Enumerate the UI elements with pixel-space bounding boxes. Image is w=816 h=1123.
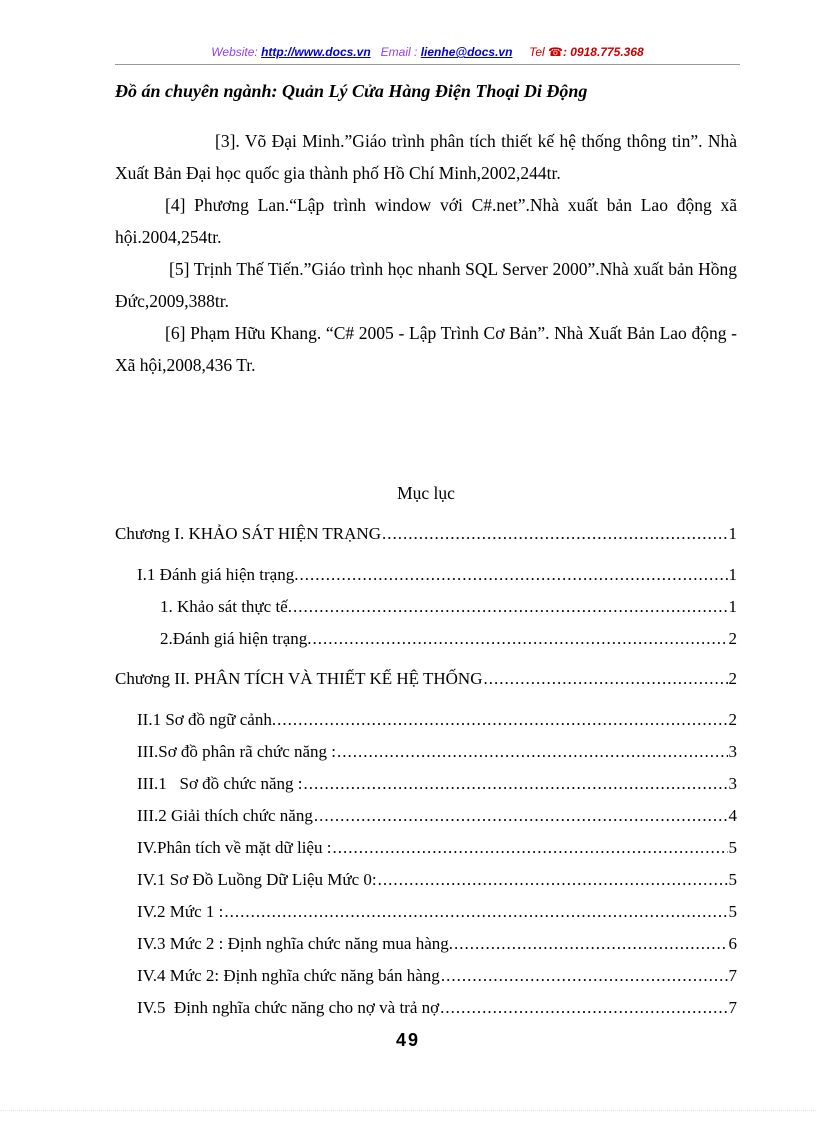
toc-entry-page: 2 — [728, 669, 737, 688]
website-separator: : — [254, 45, 262, 59]
toc-entry[interactable] — [137, 565, 737, 585]
page-number: 49 — [395, 1030, 421, 1050]
toc-leader — [224, 902, 727, 922]
toc-leader — [337, 742, 727, 762]
reference-item: [4] Phương Lan.“Lập trình window với C#.net”.Nhà xuất bản Lao động xã hội.2004,254tr. — [115, 195, 737, 247]
toc-entry-text: 1. Khảo sát thực tế. — [160, 597, 292, 616]
website-label: Website — [211, 45, 255, 59]
toc-entry[interactable] — [137, 710, 737, 730]
toc-entry-text: IV.Phân tích về mặt dữ liệu : — [137, 838, 332, 857]
toc-entry-page: 2 — [728, 629, 737, 648]
toc-entry-page: 5 — [728, 870, 737, 889]
toc-entry-text: 2.Đánh giá hiện trạng. — [160, 629, 312, 648]
toc-entry-page: 7 — [728, 998, 737, 1017]
toc-entry-text: IV.3 Mức 2 : Định nghĩa chức năng mua hàng. — [137, 934, 454, 953]
toc-entry-page: 2 — [728, 710, 737, 729]
toc-entry-page: 6 — [728, 934, 737, 953]
email-label: Email : — [380, 45, 421, 59]
toc-entry-text: II.1 Sơ đồ ngữ cảnh. — [137, 710, 277, 729]
tel-number: : 0918.775.368 — [562, 45, 644, 59]
toc-entry[interactable] — [160, 597, 737, 617]
toc-leader — [304, 774, 728, 794]
toc-entry-page: 7 — [728, 966, 737, 985]
phone-icon: ☎ — [548, 45, 563, 59]
toc-entry-text: III.Sơ đồ phân rã chức năng : — [137, 742, 337, 761]
page-header — [115, 45, 740, 59]
tel-label: Tel — [529, 45, 548, 59]
toc-entry[interactable] — [160, 629, 737, 649]
toc-entry-page: 1 — [728, 565, 737, 584]
header-divider — [115, 64, 740, 65]
toc-entry-page: 3 — [728, 774, 737, 793]
toc-entry[interactable] — [137, 838, 737, 858]
toc-entry-text: IV.4 Mức 2: Định nghĩa chức năng bán hàng — [137, 966, 440, 985]
toc-entry-text: III.2 Giải thích chức năng — [137, 806, 313, 825]
toc-entry-text: Chương II. PHÂN TÍCH VÀ THIẾT KẾ HỆ THỐNG — [115, 669, 483, 688]
toc-leader — [441, 966, 728, 986]
toc-leader — [293, 597, 728, 617]
toc-entry-text: Chương I. KHẢO SÁT HIỆN TRẠNG — [115, 524, 381, 543]
document-title: Đồ án chuyên ngành: Quản Lý Cửa Hàng Điện Thoại Di Động — [115, 81, 588, 101]
toc-leader — [313, 629, 728, 649]
toc-entry[interactable] — [115, 524, 737, 544]
toc-entry[interactable] — [137, 774, 737, 794]
toc-entry-text: IV.5 Định nghĩa chức năng cho nợ và trả nợ — [137, 998, 440, 1017]
toc-title: Mục lục — [397, 483, 455, 503]
toc-entry[interactable] — [137, 902, 737, 922]
toc-entry[interactable] — [137, 966, 737, 986]
toc-entry-text: IV.2 Mức 1 : — [137, 902, 224, 921]
toc-leader — [483, 669, 727, 689]
toc-leader — [378, 870, 728, 890]
toc-leader — [454, 934, 727, 954]
toc-leader — [277, 710, 727, 730]
footer-divider — [0, 1110, 816, 1111]
toc-entry[interactable] — [115, 669, 737, 689]
toc-entry-page: 5 — [728, 838, 737, 857]
toc-entry-page: 1 — [728, 524, 737, 543]
website-link[interactable]: http://www.docs.vn — [261, 45, 371, 59]
toc-entry-page: 5 — [728, 902, 737, 921]
toc-leader — [299, 565, 727, 585]
toc-leader — [314, 806, 728, 826]
reference-item: [5] Trịnh Thế Tiến.”Giáo trình học nhanh SQL Server 2000”.Nhà xuất bản Hồng Đức,2009,388tr. — [115, 259, 737, 311]
reference-item: [3]. Võ Đại Minh.”Giáo trình phân tích thiết kế hệ thống thông tin”. Nhà Xuất Bản Đại học quốc gia thành phố Hồ Chí Minh,2002,244tr. — [115, 131, 737, 183]
references-section — [115, 125, 737, 381]
reference-item: [6] Phạm Hữu Khang. “C# 2005 - Lập Trình Cơ Bản”. Nhà Xuất Bản Lao động - Xã hội,2008,436 Tr. — [115, 323, 737, 375]
toc-entry[interactable] — [137, 870, 737, 890]
toc-entry[interactable] — [137, 742, 737, 762]
toc-leader — [332, 838, 727, 858]
toc-entry-page: 1 — [728, 597, 737, 616]
email-link[interactable]: lienhe@docs.vn — [420, 45, 513, 59]
toc-entry-page: 3 — [728, 742, 737, 761]
toc-entry-text: I.1 Đánh giá hiện trạng. — [137, 565, 299, 584]
toc-entry-page: 4 — [728, 806, 737, 825]
toc-entry-text: III.1 Sơ đồ chức năng : — [137, 774, 303, 793]
toc-entry[interactable] — [137, 934, 737, 954]
toc-leader — [382, 524, 728, 544]
toc-entry[interactable] — [137, 998, 737, 1018]
toc-leader — [440, 998, 727, 1018]
toc-entry[interactable] — [137, 806, 737, 826]
toc-entry-text: IV.1 Sơ Đồ Luồng Dữ Liệu Mức 0: — [137, 870, 377, 889]
